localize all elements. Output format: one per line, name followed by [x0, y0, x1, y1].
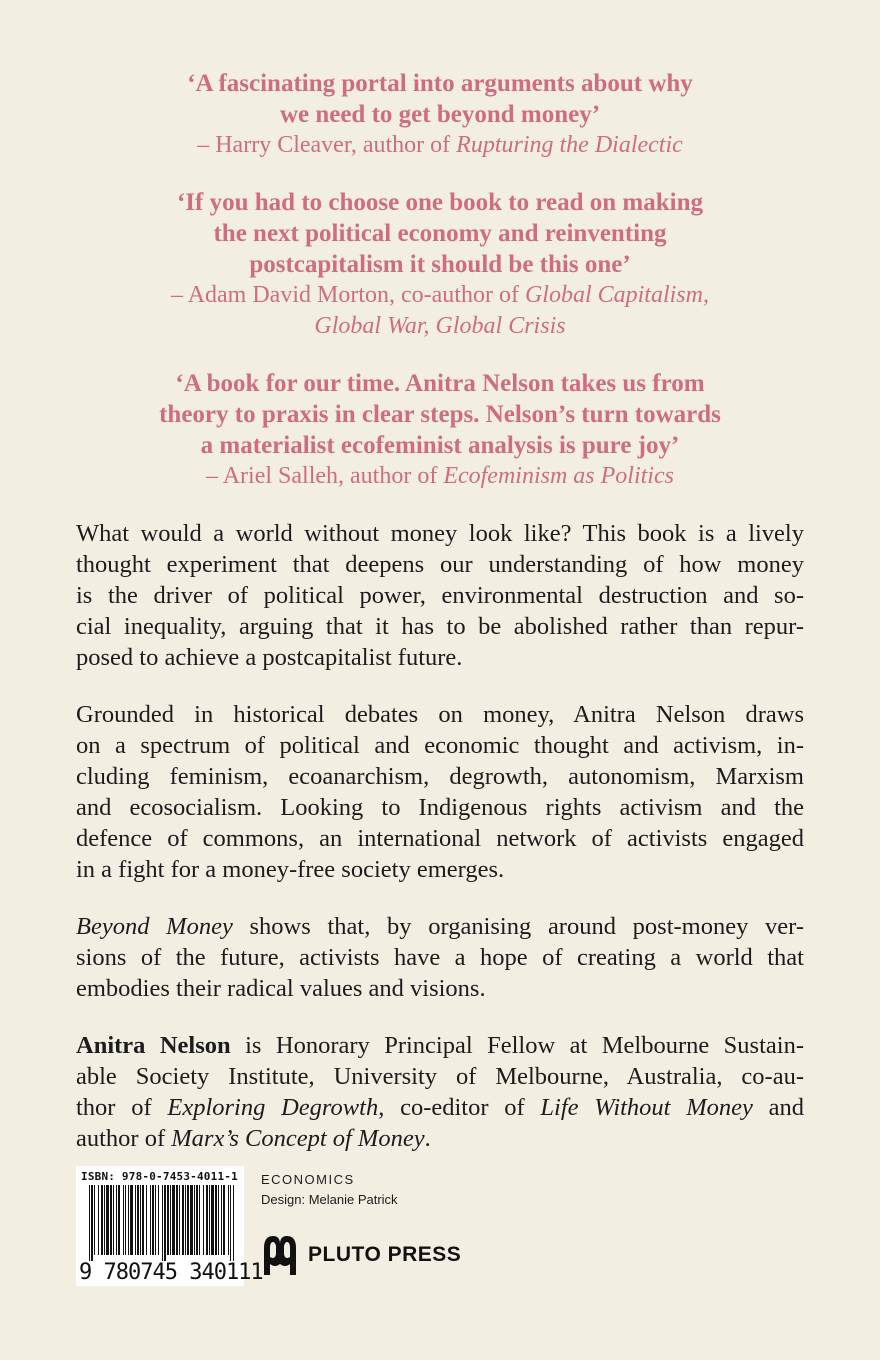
text-line: cluding feminism, ecoanarchism, degrowth, autonomism, Marxism — [76, 763, 804, 790]
barcode-bar — [125, 1185, 126, 1255]
text-line: sions of the future, activists have a hope of creating a world that — [76, 944, 804, 971]
attribution-text: – Adam David Morton, co-author of — [171, 282, 525, 308]
barcode-bar — [211, 1185, 214, 1255]
text-line: is the driver of political power, environmental destruction and so- — [76, 582, 804, 609]
blurb — [76, 518, 804, 1180]
barcode-bar — [203, 1185, 204, 1255]
book-title: Exploring Degrowth — [167, 1094, 379, 1121]
barcode-bar — [106, 1185, 109, 1255]
barcode-bar — [142, 1185, 144, 1255]
barcode-bar — [187, 1185, 189, 1255]
barcode-bar — [118, 1185, 120, 1255]
book-title: Life Without Money — [540, 1094, 753, 1121]
cover-meta — [261, 1170, 398, 1210]
quote-attribution-cont — [0, 311, 880, 342]
barcode-bar — [167, 1185, 169, 1255]
barcode-bar — [172, 1185, 175, 1255]
barcode-bar — [101, 1185, 103, 1255]
book-title: Beyond Money — [76, 913, 233, 940]
barcode-bar — [179, 1185, 180, 1255]
quote-line: the next political economy and reinventing — [213, 220, 667, 247]
text-line — [76, 1092, 804, 1123]
barcode-bar — [164, 1185, 166, 1261]
text-line: thought experiment that deepens our understanding of how money — [76, 551, 804, 578]
barcode-bar — [135, 1185, 136, 1255]
quote-attribution — [0, 461, 880, 492]
text-line — [76, 911, 804, 942]
book-title: Marx’s Concept of Money — [171, 1125, 425, 1152]
text-run: thor of — [76, 1094, 168, 1121]
barcode-bar — [233, 1185, 234, 1261]
barcode-bar — [104, 1185, 105, 1255]
pluto-press-logo-icon — [262, 1234, 298, 1276]
quote-line: we need to get beyond money’ — [279, 101, 601, 128]
barcode-bar — [215, 1185, 217, 1255]
isbn-label: ISBN: 978-0-7453-4011-1 — [81, 1170, 238, 1183]
barcode-bar — [94, 1185, 95, 1255]
barcode-bar — [91, 1185, 93, 1261]
quote-line: theory to praxis in clear steps. Nelson’s turn towards — [159, 401, 721, 428]
quote-attribution — [0, 280, 880, 311]
text-line — [76, 1123, 804, 1154]
attribution-title: Rupturing the Dialectic — [456, 132, 683, 158]
quote-line: ‘A fascinating portal into arguments about why — [187, 70, 693, 97]
barcode-bar — [155, 1185, 156, 1255]
barcode-bar — [110, 1185, 112, 1255]
text-run: is Honorary Principal Fellow at Melbourne Sustain- — [230, 1032, 804, 1059]
text-line: on a spectrum of political and economic thought and activism, in- — [76, 732, 804, 759]
blurb-paragraph-1 — [76, 518, 804, 673]
isbn-digits: 9 780745 340111 — [79, 1260, 263, 1285]
quote-line: a materialist ecofeminist analysis is pure joy’ — [200, 432, 680, 459]
barcode-bar — [196, 1185, 198, 1255]
barcode-bar — [190, 1185, 193, 1255]
text-run: and — [752, 1094, 805, 1121]
blurb-paragraph-3 — [76, 911, 804, 1004]
attribution-title: Global War, Global Crisis — [314, 313, 566, 339]
barcode-bar — [185, 1185, 186, 1255]
barcode-bar — [146, 1185, 147, 1255]
text-run: . — [424, 1125, 431, 1152]
text-run: author of — [76, 1125, 172, 1152]
barcode-bar — [228, 1185, 229, 1255]
attribution-title: Ecofeminism as Politics — [443, 463, 674, 489]
barcode-bar — [89, 1185, 90, 1261]
barcode-bar — [162, 1185, 163, 1261]
endorsement-salleh — [0, 368, 880, 492]
text-line: and ecosocialism. Looking to Indigenous rights activism and the — [76, 794, 804, 821]
barcode-bar — [206, 1185, 208, 1255]
barcode-bar — [218, 1185, 219, 1255]
barcode-bar — [137, 1185, 139, 1255]
text-line: posed to achieve a postcapitalist future. — [76, 644, 463, 671]
barcode-bar — [223, 1185, 225, 1255]
barcode-bar — [194, 1185, 195, 1255]
author-name: Anitra Nelson — [76, 1032, 231, 1059]
text-run: shows that, by organising around post-money ver- — [232, 913, 805, 940]
barcode-bar — [209, 1185, 210, 1255]
barcode-bar — [199, 1185, 200, 1255]
barcode-bar — [98, 1185, 99, 1255]
text-line — [76, 1030, 804, 1061]
text-run: , co-editor of — [378, 1094, 541, 1121]
barcode-bar — [113, 1185, 114, 1255]
barcode-bar — [130, 1185, 133, 1255]
barcode-bar — [123, 1185, 124, 1255]
barcode-bar — [221, 1185, 222, 1255]
barcode-bar — [140, 1185, 141, 1255]
quote-line: postcapitalism it should be this one’ — [249, 251, 631, 278]
publisher-logo — [262, 1234, 461, 1276]
barcode-bars — [89, 1185, 235, 1261]
barcode-bar — [152, 1185, 154, 1255]
barcode-bar — [150, 1185, 151, 1255]
barcode-bar — [182, 1185, 184, 1255]
text-line: cial inequality, arguing that it has to be abolished rather than repur- — [76, 613, 804, 640]
text-line: in a fight for a money-free society emerges. — [76, 856, 505, 883]
text-line: What would a world without money look like? This book is a lively — [76, 520, 804, 547]
text-line: Grounded in historical debates on money, Anitra Nelson draws — [76, 701, 804, 728]
text-line: defence of commons, an international network of activists engaged — [76, 825, 804, 852]
barcode-bar — [158, 1185, 159, 1255]
quote-line: ‘A book for our time. Anitra Nelson takes us from — [175, 370, 705, 397]
attribution-title: Global Capitalism, — [524, 282, 709, 308]
barcode-bar — [116, 1185, 117, 1255]
text-line: able Society Institute, University of Melbourne, Australia, co-au- — [76, 1063, 804, 1090]
endorsements — [0, 68, 880, 518]
barcode-bar — [170, 1185, 171, 1255]
text-line: embodies their radical values and visions. — [76, 975, 486, 1002]
author-bio — [76, 1030, 804, 1154]
attribution-text: – Ariel Salleh, author of — [206, 463, 444, 489]
blurb-paragraph-2 — [76, 699, 804, 885]
endorsement-cleaver — [0, 68, 880, 161]
design-credit: Design: Melanie Patrick — [261, 1192, 398, 1207]
quote-line: ‘If you had to choose one book to read on making — [176, 189, 703, 216]
publisher-name: PLUTO PRESS — [308, 1243, 462, 1266]
quote-attribution — [0, 130, 880, 161]
isbn-barcode — [76, 1166, 263, 1286]
barcode-bar — [230, 1185, 231, 1261]
barcode-bar — [128, 1185, 129, 1255]
barcode-bar — [176, 1185, 178, 1255]
category-label: ECONOMICS — [261, 1172, 355, 1187]
endorsement-morton — [0, 187, 880, 342]
attribution-text: – Harry Cleaver, author of — [197, 132, 457, 158]
